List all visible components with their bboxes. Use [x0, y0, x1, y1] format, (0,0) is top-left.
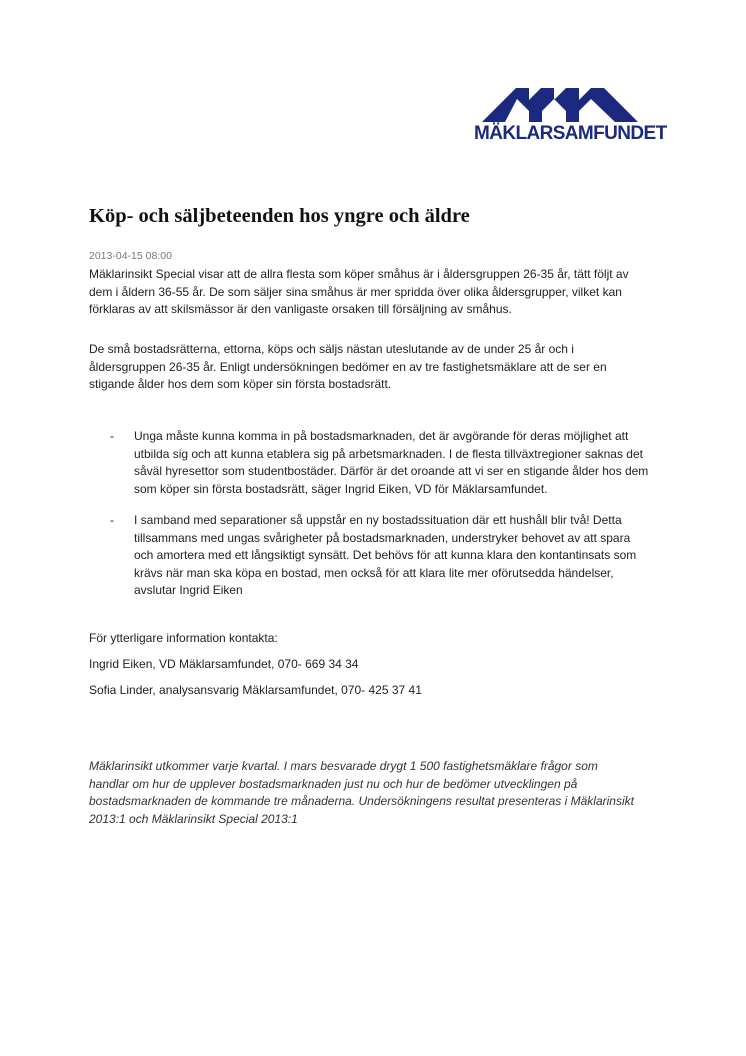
contact-sofia: Sofia Linder, analysansvarig Mäklarsamfundet, 070- 425 37 41 — [89, 683, 422, 697]
logo-wordmark: MÄKLARSAMFUNDET — [474, 123, 667, 144]
roof-logo-icon — [482, 86, 650, 122]
contact-heading: För ytterligare information kontakta: — [89, 631, 278, 645]
footer-note: Mäklarinsikt utkommer varje kvartal. I mars besvarade drygt 1 500 fastighetsmäklare frågor som handlar om hur de upplever bostadsmarknaden just nu och hur de bedömer utvecklingen på bostadsmarknaden de kommande tre månaderna. Undersökningens resultat presenteras i Mäklarinsikt 2013:1 och Mäklarinsikt Special 2013:1 — [89, 759, 634, 826]
bullet-dash: - — [110, 513, 114, 527]
contact-ingrid: Ingrid Eiken, VD Mäklarsamfundet, 070- 669 34 34 — [89, 657, 359, 671]
bullet-text: I samband med separationer så uppstår en ny bostadssituation där ett hushåll blir två! Detta tillsammans med ungas svårigheter på bostadsmarknaden, understryker behovet av att spara och amortera med ett långsiktigt synsätt. Det behövs för att kunna klara den kontantinsats som krävs när man ska köpa en bostad, men också för att klara lite mer oförutsedda händelser, avslutar Ingrid Eiken — [134, 513, 637, 597]
paragraph-1: Mäklarinsikt Special visar att de allra flesta som köper småhus är i åldersgruppen 26-35 år, tätt följt av dem i åldern 36-55 år. De som säljer sina småhus är mer spridda över olika åldersgrupper, vilket kan förklaras av att skilsmässor är den vanligaste orsaken till försäljning av småhus. — [89, 267, 629, 316]
bullet-dash: - — [110, 429, 114, 443]
publish-date: 2013-04-15 08:00 — [89, 250, 172, 262]
bullet-text: Unga måste kunna komma in på bostadsmarknaden, det är avgörande för deras möjlighet att utbilda sig och att kunna etablera sig på arbetsmarknaden. I de flesta tillväxtregioner saknas det såväl hyresettor som studentbostäder. Därför är det oroande att vi ser en stigande ålder hos dem som köper sin första bostadsrätt, säger Ingrid Eiken, VD för Mäklarsamfundet. — [134, 429, 649, 496]
page-title: Köp- och säljbeteenden hos yngre och äldre — [89, 205, 470, 227]
maklarsamfundet-logo — [474, 86, 667, 150]
paragraph-2: De små bostadsrätterna, ettorna, köps och säljs nästan uteslutande av de under 25 år och i åldersgruppen 26-35 år. Enligt undersökningen bedömer en av tre fastighetsmäklare att de ser en stigande ålder hos dem som köper sin första bostadsrätt. — [89, 342, 607, 391]
